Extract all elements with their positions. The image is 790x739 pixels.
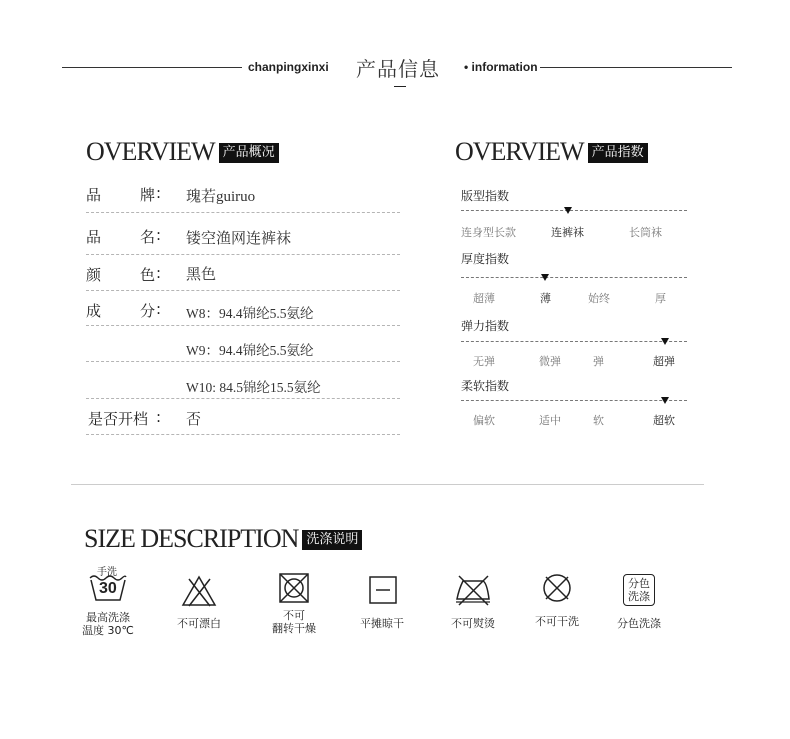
overview-row-open xyxy=(86,406,400,435)
header-title-underline xyxy=(394,86,406,87)
index-option: 适中 xyxy=(539,414,561,427)
index-title-softness: 柔软指数 xyxy=(461,379,510,393)
care-label-line: 分色洗涤 xyxy=(617,617,661,630)
size-title-en: SIZE DESCRIPTION xyxy=(84,524,299,553)
index-option-selected: 超软 xyxy=(653,414,675,427)
row-label: 名 xyxy=(140,228,156,246)
overview-left-title xyxy=(86,139,279,165)
row-value: 黑色 xyxy=(186,267,217,283)
overview-left-tag: 产品概况 xyxy=(219,143,279,163)
header-right-text: • information xyxy=(464,60,538,74)
row-label: 颜 xyxy=(86,266,102,284)
size-tag: 洗涤说明 xyxy=(302,530,362,550)
hand-wash-number: 30 xyxy=(99,580,117,597)
row-label: 色 xyxy=(140,266,156,284)
row-label: 成 xyxy=(86,302,102,320)
care-label-line: 不可漂白 xyxy=(177,617,221,630)
index-option: 超薄 xyxy=(473,292,495,305)
index-option-selected: 薄 xyxy=(540,292,551,305)
row-colon: : xyxy=(156,408,162,426)
row-value: W9：94.4锦纶5.5氨纶 xyxy=(186,343,314,358)
care-label-no-bleach xyxy=(169,617,229,630)
index-title-thickness: 厚度指数 xyxy=(461,252,510,266)
care-label-line: 平摊晾干 xyxy=(360,617,404,630)
overview-row-material xyxy=(86,298,400,326)
care-label-hand-wash xyxy=(78,611,138,637)
index-option: 软 xyxy=(593,414,604,427)
row-value: 镂空渔网连裤袜 xyxy=(186,231,292,247)
hand-wash-top-text: 手洗 xyxy=(97,567,117,578)
index-option: 厚 xyxy=(655,292,666,305)
care-label-line: 不可熨烫 xyxy=(451,617,495,630)
care-label-line: 温度 30℃ xyxy=(82,624,134,637)
header-line-left xyxy=(62,67,242,68)
row-label: 品 xyxy=(86,186,102,204)
header-title: 产品信息 xyxy=(356,57,440,81)
row-value: 瑰若guiruo xyxy=(186,189,256,205)
row-value: W8：94.4锦纶5.5氨纶 xyxy=(186,306,314,321)
row-colon: : xyxy=(156,226,162,244)
row-label: 品 xyxy=(86,228,102,246)
wash-separately-icon-text: 洗涤 xyxy=(628,590,650,603)
overview-row-material-3 xyxy=(86,373,400,399)
wash-separately-icon xyxy=(623,574,655,606)
index-marker-softness xyxy=(661,397,669,404)
index-marker-thickness xyxy=(541,274,549,281)
section-divider xyxy=(71,484,704,485)
no-iron-icon xyxy=(453,573,493,607)
care-label-no-dry-clean xyxy=(527,615,587,628)
care-label-line: 不可干洗 xyxy=(535,615,579,628)
header-left-text: chanpingxinxi xyxy=(248,60,329,74)
care-label-wash-separately xyxy=(609,617,669,630)
row-value: 否 xyxy=(186,412,202,428)
index-marker-elasticity xyxy=(661,338,669,345)
row-colon: : xyxy=(156,184,162,202)
index-option: 长筒袜 xyxy=(629,226,662,239)
overview-right-tag: 产品指数 xyxy=(588,143,648,163)
overview-row-brand xyxy=(86,182,400,213)
index-marker-fit xyxy=(564,207,572,214)
care-label-dry-flat xyxy=(352,617,412,630)
index-title-elasticity: 弹力指数 xyxy=(461,319,510,333)
no-tumble-dry-icon xyxy=(278,572,310,604)
index-option: 弹 xyxy=(593,355,604,368)
index-option-selected: 超弹 xyxy=(653,355,675,368)
dry-flat-icon xyxy=(368,575,398,605)
overview-left-title-en: OVERVIEW xyxy=(86,137,215,166)
care-label-no-tumble-dry xyxy=(264,609,324,635)
care-label-line: 不可 xyxy=(283,609,305,622)
index-line-softness xyxy=(461,400,687,401)
index-option: 始终 xyxy=(588,292,610,305)
index-line-thickness xyxy=(461,277,687,278)
care-label-line: 最高洗涤 xyxy=(86,611,130,624)
row-value: W10: 84.5锦纶15.5氨纶 xyxy=(186,380,321,395)
index-option: 微弹 xyxy=(539,355,561,368)
size-title xyxy=(84,526,362,552)
row-label: 牌 xyxy=(140,186,156,204)
header-line-right xyxy=(540,67,732,68)
row-label: 是否开档 xyxy=(88,410,149,428)
index-option-selected: 连裤袜 xyxy=(551,226,584,239)
no-dry-clean-icon xyxy=(541,572,573,604)
no-bleach-icon xyxy=(181,574,217,608)
row-colon: : xyxy=(156,264,162,282)
row-label: 分 xyxy=(140,302,156,320)
overview-row-color xyxy=(86,262,400,291)
row-colon: : xyxy=(156,300,162,318)
overview-row-name xyxy=(86,224,400,255)
care-label-no-iron xyxy=(443,617,503,630)
index-option: 无弹 xyxy=(473,355,495,368)
overview-right-title-en: OVERVIEW xyxy=(455,137,584,166)
care-label-line: 翻转干燥 xyxy=(272,622,316,635)
overview-right-title xyxy=(455,139,648,165)
overview-row-material-2 xyxy=(86,337,400,362)
index-option: 偏软 xyxy=(473,414,495,427)
index-line-elasticity xyxy=(461,341,687,342)
index-line-fit xyxy=(461,210,687,211)
index-title-fit: 版型指数 xyxy=(461,189,510,203)
wash-separately-icon-text: 分色 xyxy=(628,577,650,590)
index-option: 连身型长款 xyxy=(461,226,516,239)
